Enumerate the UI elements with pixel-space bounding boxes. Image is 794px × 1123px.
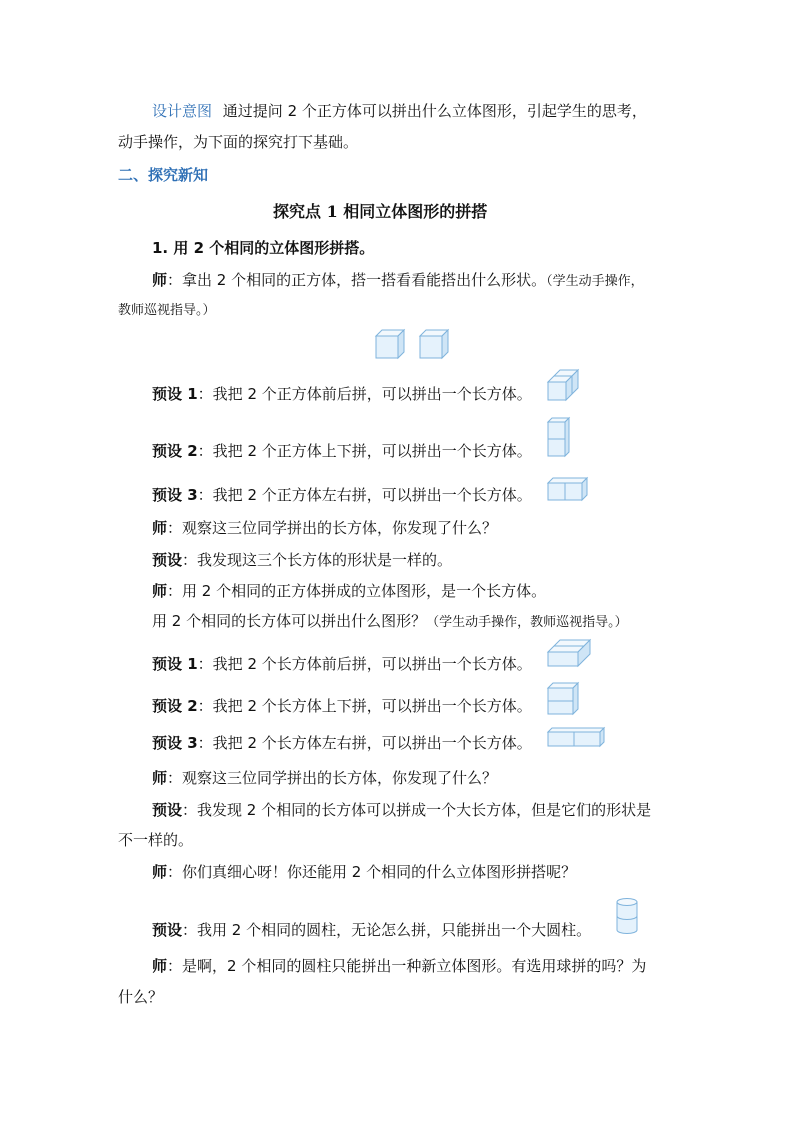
rect-preset-3: 预设 3：我把 2 个长方体左右拼，可以拼出一个长方体。 [152, 734, 532, 752]
rect-preset-1: 预设 1：我把 2 个长方体前后拼，可以拼出一个长方体。 [152, 655, 532, 673]
cube-preset-3: 预设 3：我把 2 个正方体左右拼，可以拼出一个长方体。 [152, 486, 532, 504]
speaker: 师 [152, 271, 168, 289]
cuboid-stacked-icon [548, 683, 580, 717]
intent-label: 设计意图 [152, 102, 213, 120]
subheading-1: 1. 用 2 个相同的立体图形拼搭。 [152, 239, 375, 257]
rect-preset-2: 预设 2：我把 2 个长方体上下拼，可以拼出一个长方体。 [152, 697, 532, 715]
intent-line-1 [152, 101, 647, 121]
cube-side-by-side-icon [548, 478, 592, 502]
teacher-question-4: 师：你们真细心呀！你还能用 2 个相同的什么立体图形拼搭呢？ [152, 863, 577, 881]
teacher-question-5-cont: 什么？ [118, 988, 164, 1006]
cuboid-front-back-icon [548, 640, 594, 670]
answer-1: 预设：我发现这三个长方体的形状是一样的。 [152, 551, 453, 569]
answer-3: 预设：我发现 2 个相同的长方体可以拼成一个大长方体，但是它们的形状是 [152, 801, 652, 819]
cube-stacked-icon [548, 418, 572, 458]
question-2: 用 2 个相同的长方体可以拼出什么图形？（学生动手操作，教师巡视指导。） [152, 612, 628, 630]
teacher-line-1: 师：拿出 2 个相同的正方体，搭一搭看看能搭出什么形状。（学生动手操作， [152, 271, 644, 289]
answer-3-cont: 不一样的。 [118, 831, 194, 849]
cube-preset-1: 预设 1：我把 2 个正方体前后拼，可以拼出一个长方体。 [152, 385, 532, 403]
cuboid-side-by-side-icon [548, 728, 608, 748]
cube-icon [420, 330, 448, 358]
section-heading: 二、探究新知 [118, 166, 209, 184]
teacher-question-5: 师：是啊，2 个相同的圆柱只能拼出一种新立体图形。有选用球拼的吗？为 [152, 957, 647, 975]
two-cubes-figure [376, 330, 456, 360]
intent-text: 通过提问 2 个正方体可以拼出什么立体图形，引起学生的思考， [222, 102, 647, 120]
cube-preset-2: 预设 2：我把 2 个正方体上下拼，可以拼出一个长方体。 [152, 442, 532, 460]
teacher-question-1: 师：观察这三位同学拼出的长方体，你发现了什么？ [152, 519, 498, 537]
cube-front-back-icon [548, 370, 582, 402]
teacher-summary-1: 师：用 2 个相同的正方体拼成的立体图形，是一个长方体。 [152, 582, 547, 600]
cylinder-stacked-icon [616, 898, 640, 936]
answer-4: 预设：我用 2 个相同的圆柱，无论怎么拼，只能拼出一个大圆柱。 [152, 921, 592, 939]
point-title: 探究点 1 相同立体图形的拼搭 [273, 202, 488, 221]
cube-icon [376, 330, 404, 358]
intent-line-2: 动手操作，为下面的探究打下基础。 [118, 133, 359, 151]
teacher-line-1b: 教师巡视指导。） [118, 303, 216, 318]
teacher-question-3: 师：观察这三位同学拼出的长方体，你发现了什么？ [152, 769, 498, 787]
